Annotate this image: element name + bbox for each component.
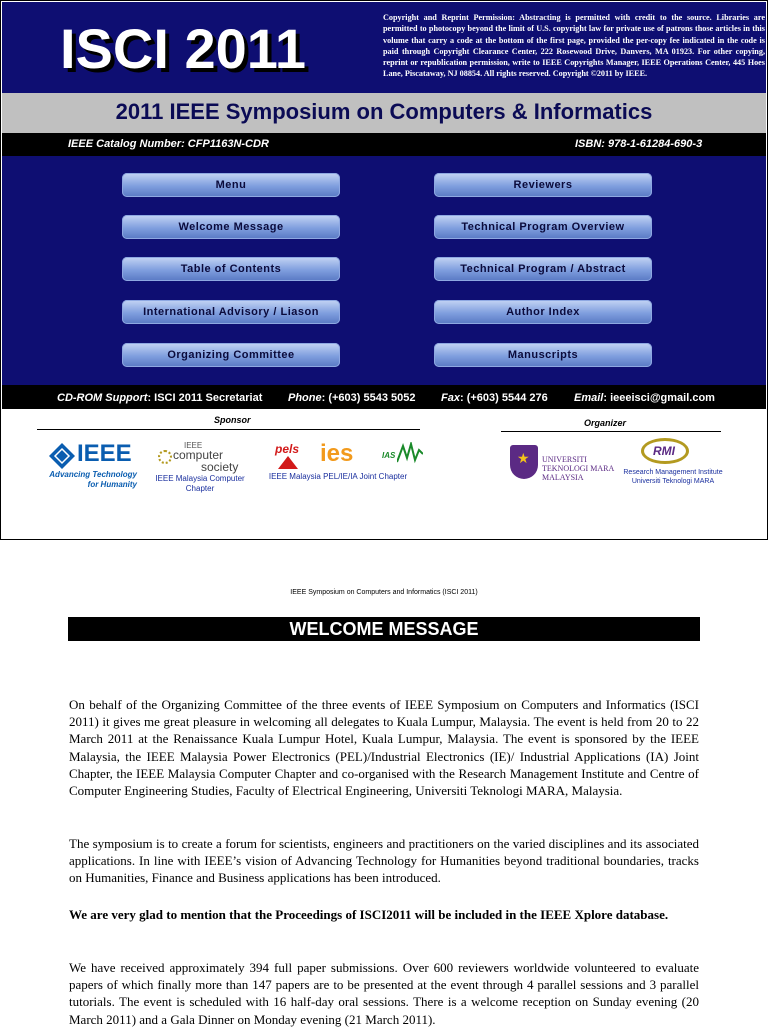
- uitm-logo[interactable]: [510, 445, 622, 485]
- joint-chapter-caption: IEEE Malaysia PEL/IE/IA Joint Chapter: [268, 472, 408, 481]
- reviewers-button[interactable]: Reviewers: [434, 173, 652, 197]
- cs-gear-icon: [158, 450, 172, 464]
- sponsor-rule: [37, 429, 420, 430]
- fax-value: : (+603) 5544 276: [459, 392, 548, 404]
- top-banner: [2, 2, 766, 93]
- rmi-logo[interactable]: [641, 437, 693, 467]
- section-title-bar: [68, 617, 700, 641]
- uitm-line2: TEKNOLOGI MARA: [542, 464, 615, 473]
- navigation-panel: [2, 156, 766, 385]
- cdrom-support-label: CD-ROM Support: [57, 392, 148, 404]
- manuscripts-button[interactable]: Manuscripts: [434, 343, 652, 367]
- cs-caption: IEEE Malaysia Computer Chapter: [155, 474, 245, 493]
- computer-society-logo[interactable]: [153, 441, 247, 495]
- phone-value: : (+603) 5543 5052: [321, 392, 416, 404]
- pels-text: pels: [275, 442, 300, 456]
- section-title: WELCOME MESSAGE: [289, 619, 479, 639]
- uitm-line1: UNIVERSITI: [542, 455, 587, 464]
- isbn-number: ISBN: 978-1-61284-690-3: [575, 138, 703, 150]
- pels-tower-icon: [278, 456, 298, 469]
- sponsor-heading: Sponsor: [214, 415, 251, 425]
- organizer-heading: Organizer: [584, 418, 627, 428]
- pels-logo[interactable]: [274, 442, 304, 470]
- international-advisory-button[interactable]: International Advisory / Liason: [122, 300, 340, 324]
- ieee-diamond-icon: [49, 443, 75, 469]
- support-band: [2, 385, 766, 409]
- phone-label: Phone: [288, 392, 322, 404]
- technical-program-overview-button[interactable]: Technical Program Overview: [434, 215, 652, 239]
- rmi-caption-1: Research Management Institute: [623, 469, 723, 476]
- table-of-contents-button[interactable]: Table of Contents: [122, 257, 340, 281]
- welcome-paragraph-2: The symposium is to create a forum for scientists, engineers and practitioners on the varied disciplines and its associated applications. In line with IEEE’s vision of Advancing Technology for Humanities beyond traditional boundaries, tracks on Humanities, Finance and Business applications has been introduced.: [69, 836, 699, 886]
- phone-info: [288, 392, 416, 404]
- conference-title: 2011 IEEE Symposium on Computers & Informatics: [115, 99, 653, 124]
- cdrom-support: [57, 392, 262, 404]
- catalog-number: IEEE Catalog Number: CFP1163N-CDR: [68, 138, 269, 150]
- ies-text: ies: [320, 440, 354, 467]
- copyright-notice: Copyright and Reprint Permission: Abstracting is permitted with credit to the source. Libraries are permitted to photocopy beyond the limit of U.S. copyright law for private use of patrons those articles in this volume that carry a code at the bottom of the first page, provided the per-copy fee indicated in the code is paid through Copyright Clearance Center, 222 Rosewood Drive, Danvers, MA 01923. For other copying, reprint or republication permission, write to IEEE Copyrights Manager, IEEE Operations Center, 445 Hoes Lane, Piscataway, NJ 08854. All rights reserved. Copyright ©2011 by IEEE.: [383, 13, 765, 79]
- uitm-crest-star-icon: ★: [517, 450, 530, 466]
- cdrom-support-value: : ISCI 2011 Secretariat: [147, 392, 263, 404]
- technical-program-abstract-button[interactable]: Technical Program / Abstract: [434, 257, 652, 281]
- welcome-message-button[interactable]: Welcome Message: [122, 215, 340, 239]
- uitm-line3: MALAYSIA: [542, 473, 584, 482]
- welcome-paragraph-1: On behalf of the Organizing Committee of the three events of IEEE Symposium on Computers and Informatics (ISCI 2011) it gives me great pleasure in welcoming all delegates to Kuala Lumpur, Malaysia. The event is held from 20 to 22 March 2011 at the Renaissance Kuala Lumpur Hotel, Kuala Lumpur, Malaysia. The event is sponsored by the IEEE Malaysia, the IEEE Malaysia Power Electronics (PEL)/Industrial Electronics (IE)/ Industrial Applications (IA) Joint Chapter, the IEEE Malaysia Computer Chapter and co-organised with the Research Management Institute and Centre of Computer Engineering Studies, Faculty of Electrical Engineering, Universiti Teknologi MARA, Malaysia.: [69, 697, 699, 799]
- ieee-tagline: Advancing Technology for Humanity: [49, 470, 137, 489]
- cs-line1: computer: [173, 448, 224, 462]
- ias-text: IAS: [382, 451, 396, 460]
- ies-logo[interactable]: [319, 442, 363, 470]
- email-value[interactable]: : ieeeisci@gmail.com: [603, 392, 715, 404]
- fax-label: Fax: [441, 392, 460, 404]
- fax-info: [441, 392, 548, 404]
- welcome-paragraph-4: We have received approximately 394 full paper submissions. Over 600 reviewers worldwide volunteered to evaluate papers of which finally more than 147 papers are to be presented at the event through 4 parallel sessions and 3 parallel tutorials. The event is scheduled with 16 half-day oral sessions. There is a welcome reception on Sunday evening (20 March 2011) and a Gala Dinner on Monday evening (21 March 2011).: [69, 960, 699, 1027]
- catalog-band: [2, 133, 766, 156]
- menu-button[interactable]: Menu: [122, 173, 340, 197]
- email-label: Email: [574, 392, 604, 404]
- ieee-logo[interactable]: [45, 441, 137, 491]
- rmi-text: RMI: [653, 444, 675, 458]
- rmi-caption-2: Universiti Teknologi MARA: [631, 478, 715, 485]
- isci-logo: ISCI 2011: [60, 17, 306, 80]
- organizer-rule: [501, 431, 721, 432]
- email-info[interactable]: [574, 392, 715, 404]
- welcome-paragraph-3: We are very glad to mention that the Proceedings of ISCI2011 will be included in the IEEE Xplore database.: [69, 907, 669, 922]
- cs-ieee-text: IEEE: [184, 441, 203, 450]
- organizing-committee-button[interactable]: Organizing Committee: [122, 343, 340, 367]
- ias-logo[interactable]: [379, 442, 427, 470]
- title-band: [2, 93, 766, 133]
- ias-wave-icon: [397, 442, 423, 466]
- ieee-logo-text: IEEE: [77, 440, 132, 467]
- running-header: IEEE Symposium on Computers and Informatics (ISCI 2011): [290, 589, 478, 596]
- cs-line2: society: [201, 460, 239, 474]
- author-index-button[interactable]: Author Index: [434, 300, 652, 324]
